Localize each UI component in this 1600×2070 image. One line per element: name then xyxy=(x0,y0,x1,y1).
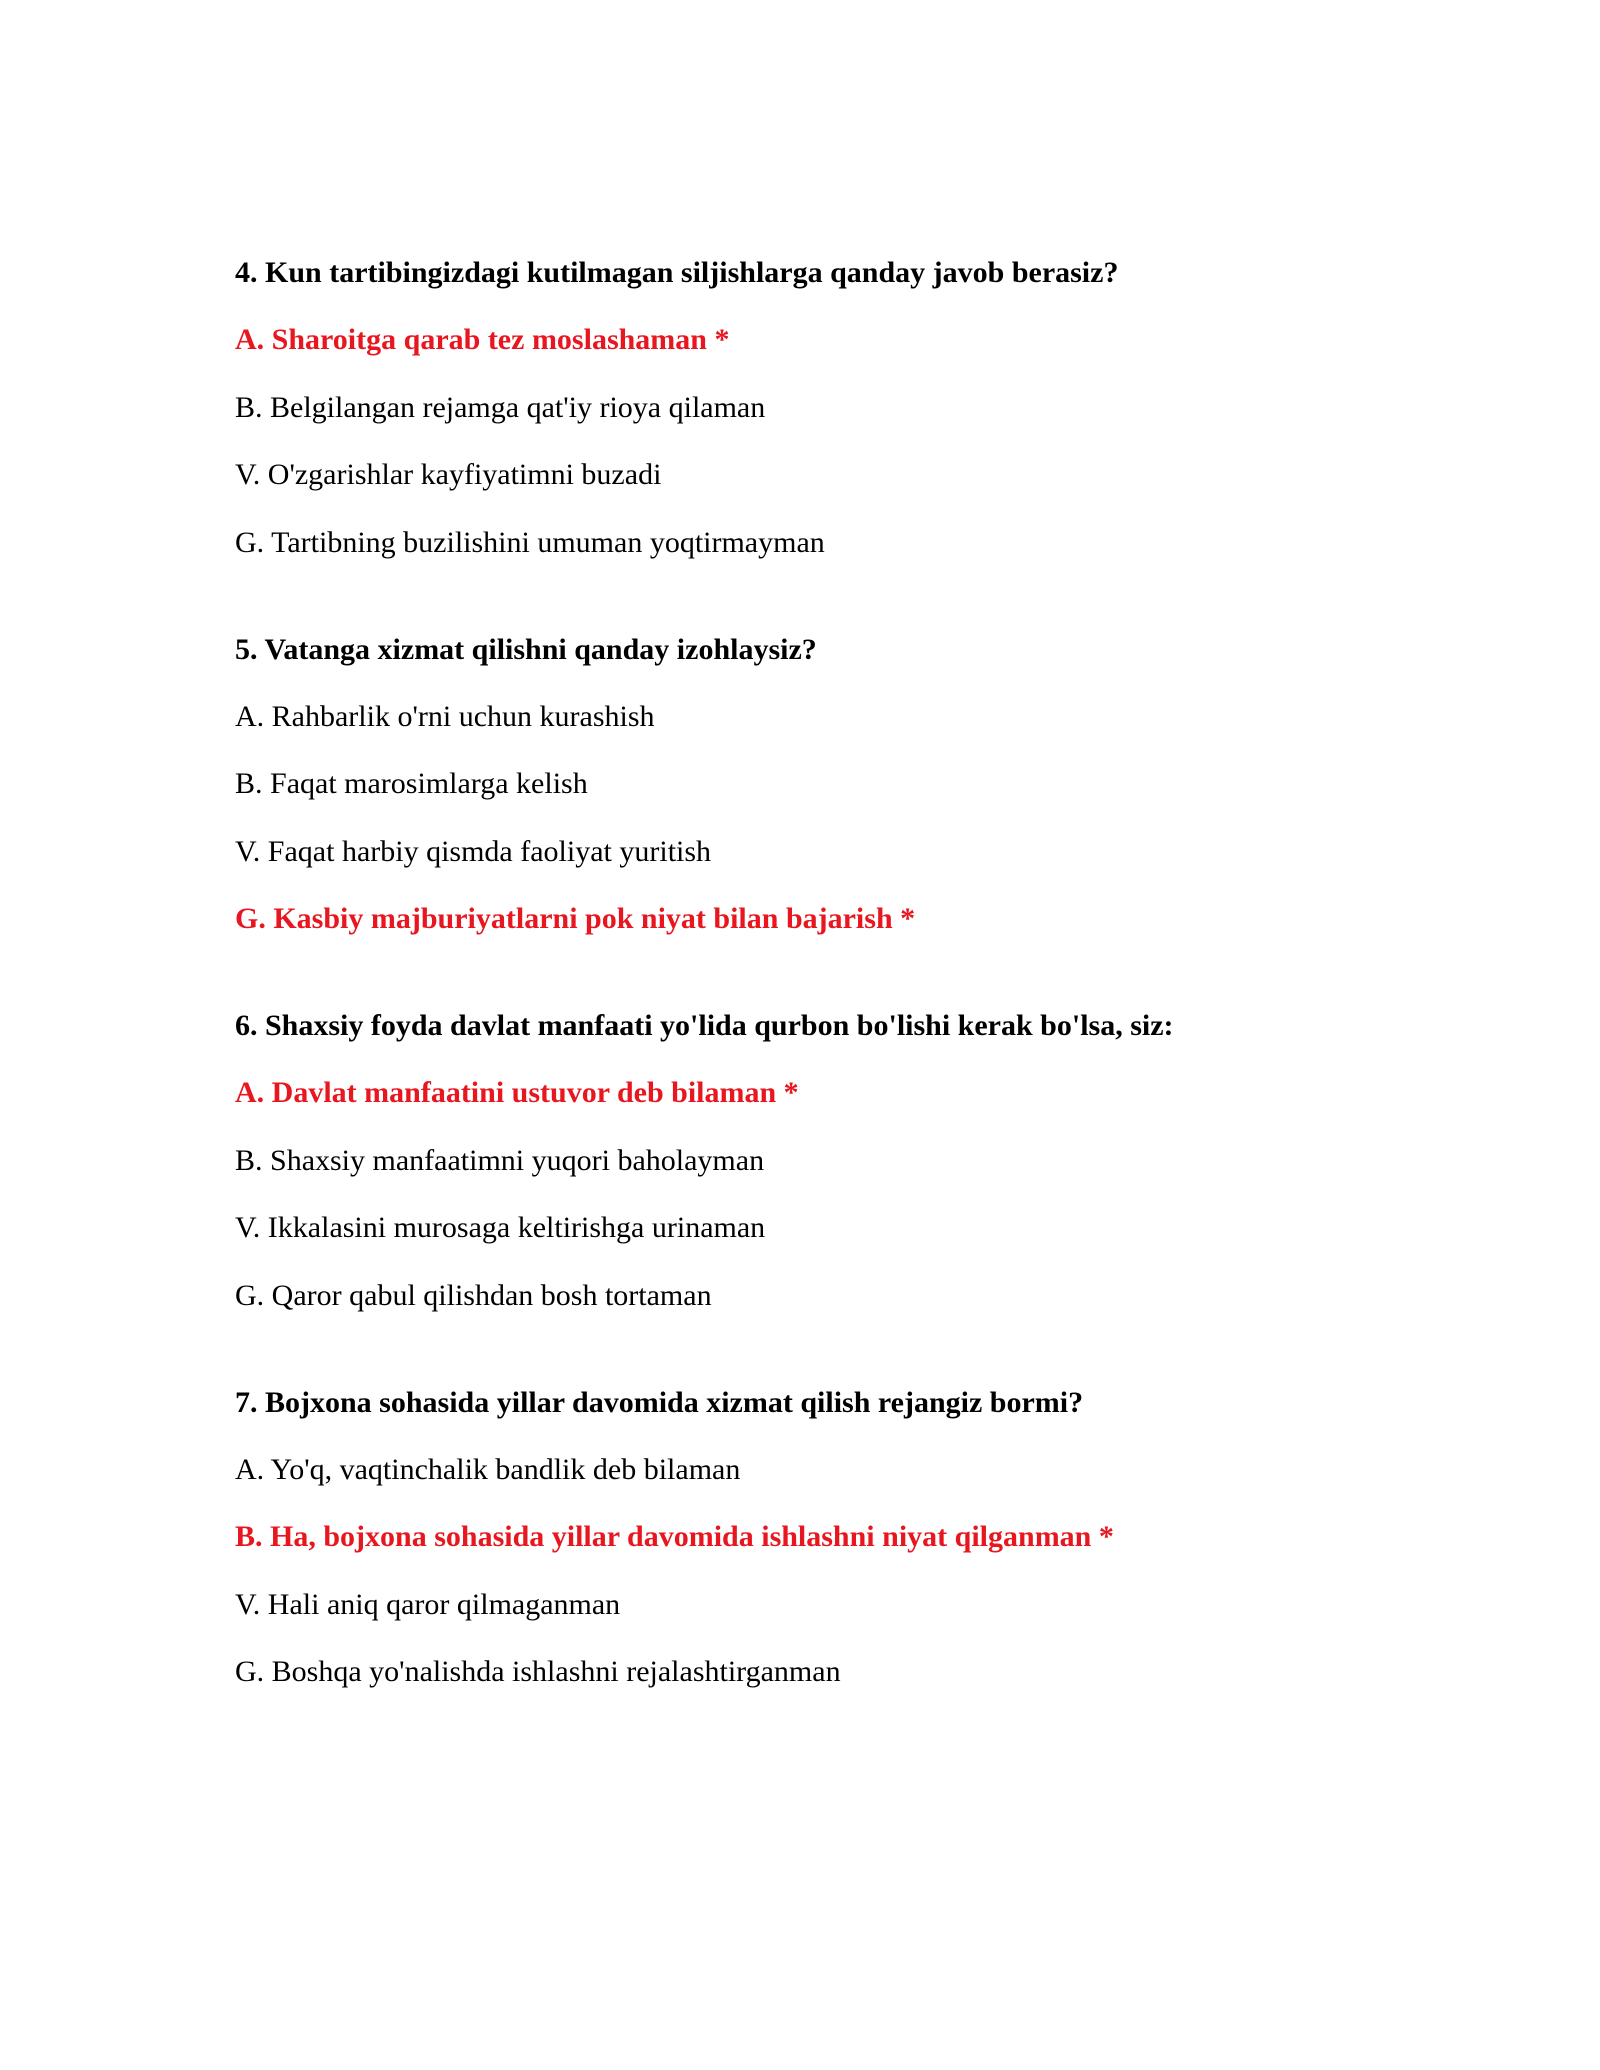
answer-option-correct: G. Kasbiy majburiyatlarni pok niyat bilan bajarish * xyxy=(235,902,916,935)
answer-option-correct: A. Sharoitga qarab tez moslashaman * xyxy=(235,323,730,356)
question-text: 6. Shaxsiy foyda davlat manfaati yo'lida qurbon bo'lishi kerak bo'lsa, siz: xyxy=(235,1009,1174,1042)
answer-option-correct: A. Davlat manfaatini ustuvor deb bilaman * xyxy=(235,1076,799,1109)
answer-option: V. Hali aniq qaror qilmaganman xyxy=(235,1587,621,1621)
answer-option: V. O'zgarishlar kayfiyatimni buzadi xyxy=(235,458,662,491)
question-list xyxy=(235,253,1435,1759)
answer-option: G. Boshqa yo'nalishda ishlashni rejalashtirganman xyxy=(235,1655,841,1688)
answer-option: B. Belgilangan rejamga qat'iy rioya qilaman xyxy=(235,390,766,424)
question-block-6 xyxy=(235,1006,1435,1316)
answer-option: B. Shaxsiy manfaatimni yuqori baholayman xyxy=(235,1143,765,1177)
answer-option: A. Yo'q, vaqtinchalik bandlik deb bilaman xyxy=(235,1452,741,1486)
question-text: 5. Vatanga xizmat qilishni qanday izohlaysiz? xyxy=(235,632,817,666)
question-block-7 xyxy=(235,1383,1435,1693)
question-text: 7. Bojxona sohasida yillar davomida xizmat qilish rejangiz bormi? xyxy=(235,1385,1084,1419)
question-block-5 xyxy=(235,630,1435,940)
answer-option: V. Ikkalasini murosaga keltirishga urinaman xyxy=(235,1211,766,1244)
answer-option: A. Rahbarlik o'rni uchun kurashish xyxy=(235,699,655,733)
question-block-4 xyxy=(235,253,1435,563)
answer-option: G. Qaror qabul qilishdan bosh tortaman xyxy=(235,1278,712,1312)
answer-option: B. Faqat marosimlarga kelish xyxy=(235,767,588,800)
answer-option: G. Tartibning buzilishini umuman yoqtirmayman xyxy=(235,525,825,559)
question-text: 4. Kun tartibingizdagi kutilmagan siljishlarga qanday javob berasiz? xyxy=(235,256,1119,289)
answer-option-correct: B. Ha, bojxona sohasida yillar davomida ishlashni niyat qilganman * xyxy=(235,1520,1114,1553)
answer-option: V. Faqat harbiy qismda faoliyat yuritish xyxy=(235,834,712,868)
